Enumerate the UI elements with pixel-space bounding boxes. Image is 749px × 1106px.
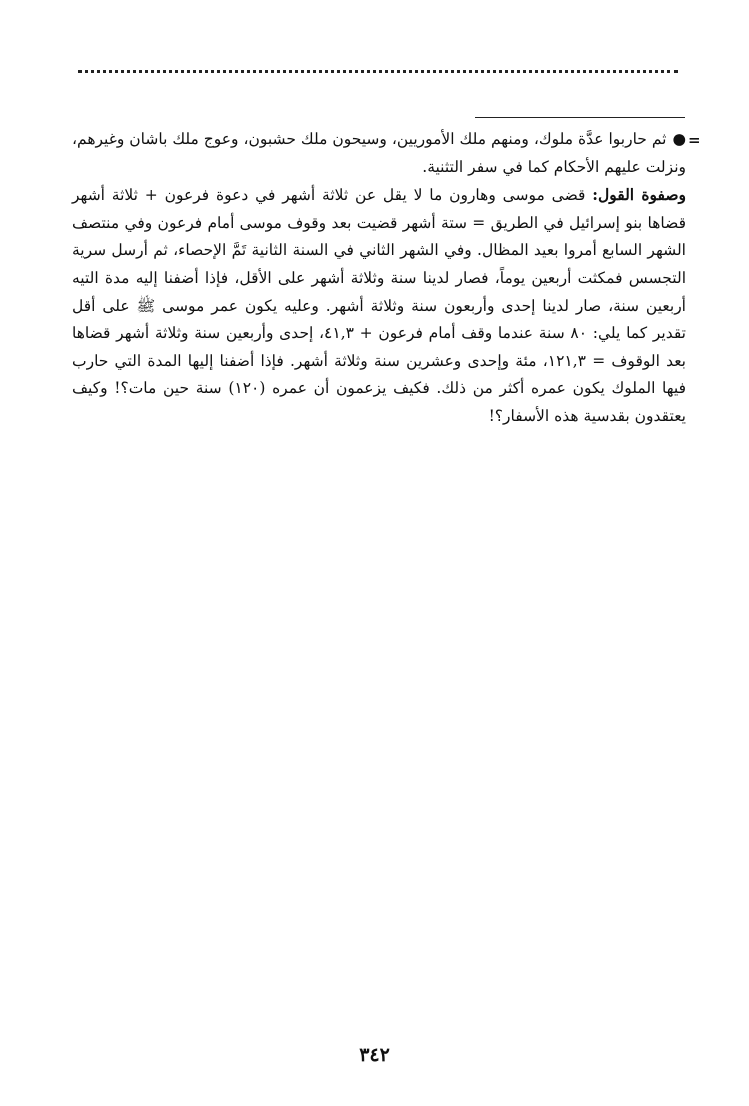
- footnote-paragraph-1-text: ثم حاربوا عدَّة ملوك، ومنهم ملك الأموريين، وسيحون ملك حشبون، وعوج ملك باشان وغيرهم، ونزلت عليهم الأحكام كما في سفر التثنية.: [72, 130, 686, 176]
- footnote-paragraph-2: [72, 181, 686, 430]
- footnote-separator-line: [475, 117, 685, 118]
- footnote-paragraph-1: [72, 126, 686, 181]
- dotted-separator-line: [78, 70, 678, 73]
- footnote-continuation-mark: =: [688, 131, 701, 149]
- paragraph-lead-heading: وصفوة القول:: [592, 185, 686, 205]
- footnote-paragraph-2-text: قضى موسى وهارون ما لا يقل عن ثلاثة أشهر في دعوة فرعون + ثلاثة أشهر قضاها بنو إسرائيل في الطريق = ستة أشهر قضيت بعد وقوف موسى أمام فرعون وفي منتصف الشهر السابع أمروا بعيد المظال. وفي الشهر الثاني في السنة الثانية تَمَّ الإحصاء، ثم أرسل سرية التجسس فمكثت أربعين يوماً، فصار لدينا سنة وثلاثة أشهر على الأقل، فإذا أضفنا إليه مدة التيه أربعين سنة، صار لدينا إحدى وأربعون سنة وثلاثة أشهر. وعليه يكون عمر موسى ﷺ على أقل تقدير كما يلي: ٨٠ سنة عندما وقف أمام فرعون + ٤١,٣، إحدى وأربعين سنة وثلاثة أشهر قضاها بعد الوقوف = ١٢١,٣، مئة وإحدى وعشرين سنة وثلاثة أشهر. فإذا أضفنا إليها المدة التي حارب فيها الملوك يكون عمره أكثر من ذلك. فكيف يزعمون أن عمره (١٢٠) سنة حين مات؟! وكيف يعتقدون بقدسية هذه الأسفار؟!: [72, 186, 687, 425]
- footnote-text-block: [72, 126, 686, 431]
- page-number: ٣٤٢: [359, 1044, 390, 1066]
- bullet-icon: ●: [672, 130, 686, 148]
